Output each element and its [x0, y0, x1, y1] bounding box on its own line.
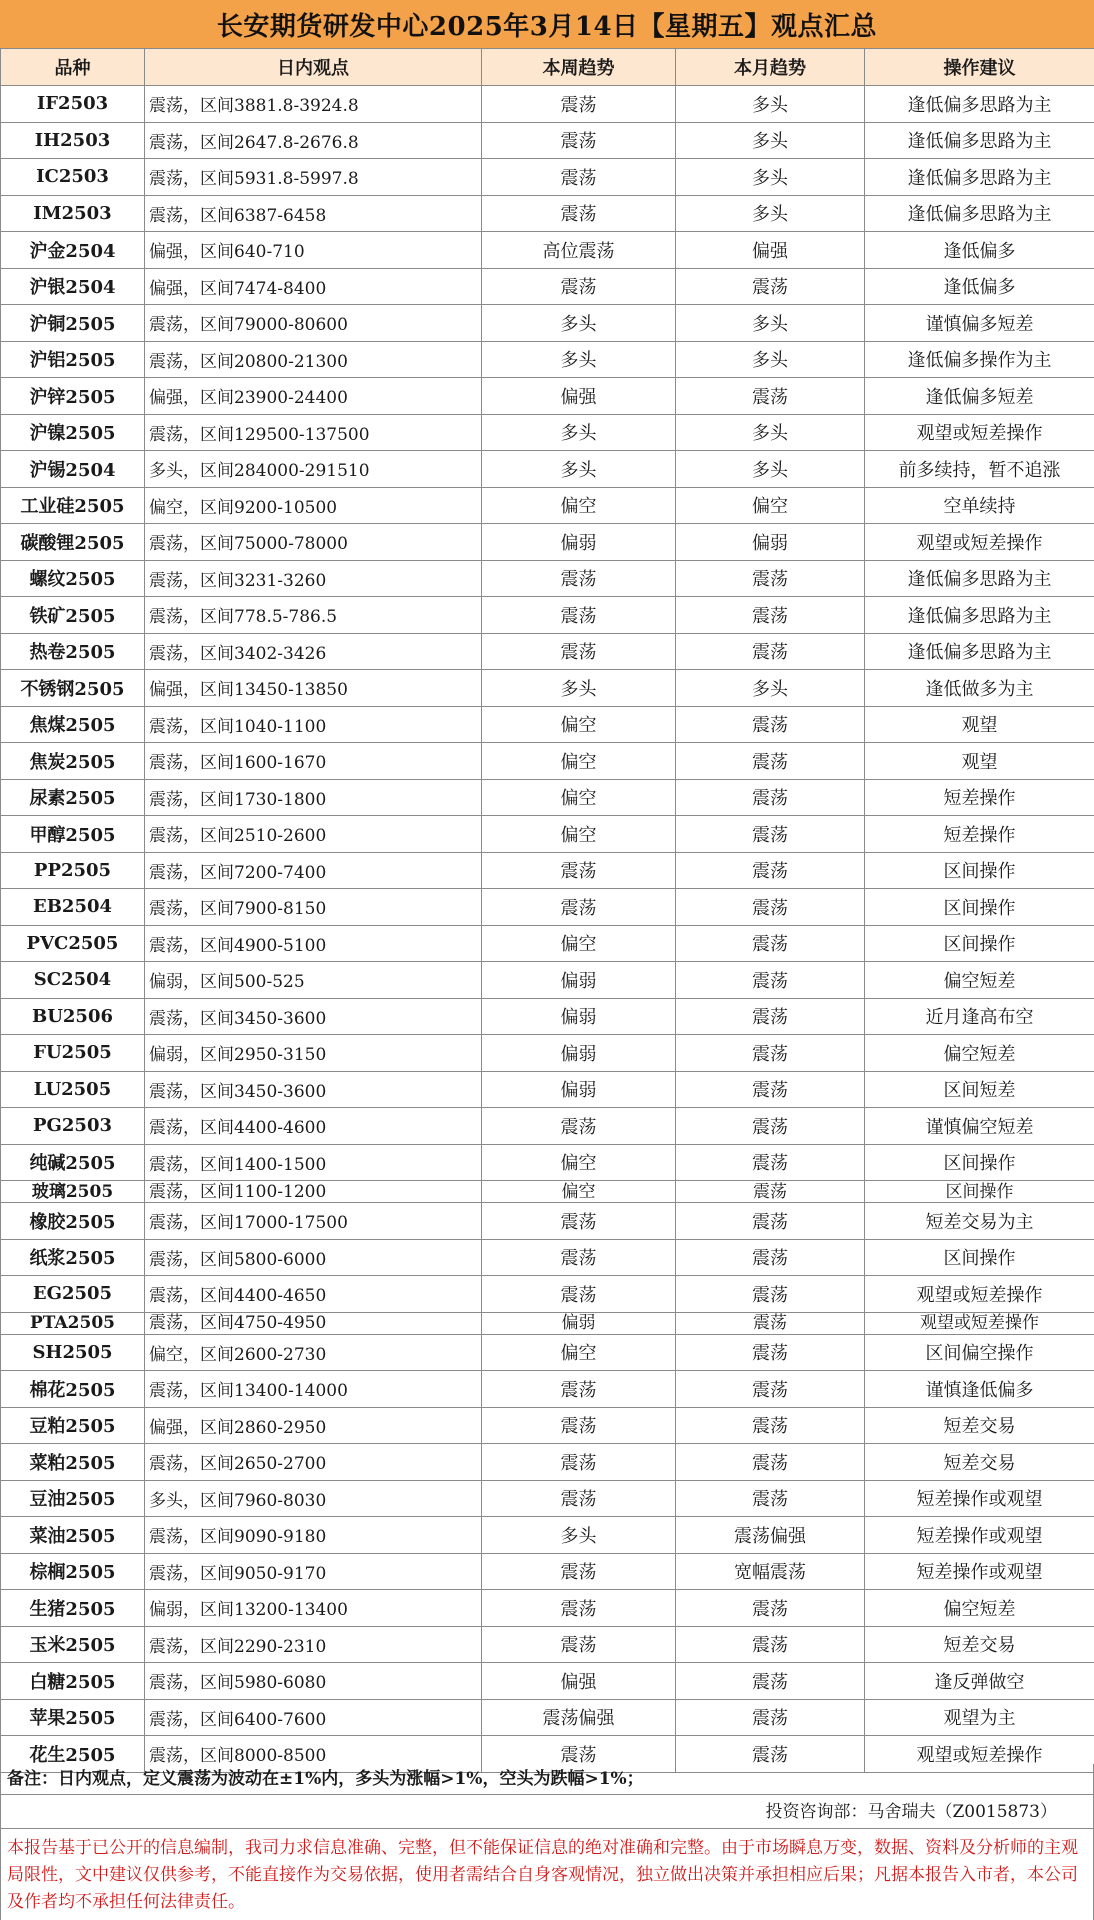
variety-cell: 豆油2505	[1, 1480, 145, 1517]
week-trend-cell: 震荡	[482, 1553, 676, 1590]
table-row	[1, 925, 1094, 962]
intraday-view-cell: 震荡，区间3450-3600	[145, 998, 482, 1035]
week-trend-cell: 震荡	[482, 1203, 676, 1240]
month-trend-cell: 震荡	[676, 1035, 865, 1072]
variety-cell: 生猪2505	[1, 1590, 145, 1627]
table-row	[1, 998, 1094, 1035]
month-trend-cell: 偏空	[676, 487, 865, 524]
intraday-view-cell: 震荡，区间1040-1100	[145, 706, 482, 743]
month-trend-cell: 震荡	[676, 1071, 865, 1108]
intraday-view-cell: 偏空，区间9200-10500	[145, 487, 482, 524]
table-row	[1, 1203, 1094, 1240]
table-row	[1, 1663, 1094, 1700]
intraday-view-cell: 震荡，区间8000-8500	[145, 1736, 482, 1773]
month-trend-cell: 震荡	[676, 1371, 865, 1408]
intraday-view-cell: 偏强，区间2860-2950	[145, 1407, 482, 1444]
week-trend-cell: 偏空	[482, 779, 676, 816]
intraday-view-cell: 震荡，区间778.5-786.5	[145, 597, 482, 634]
month-trend-cell: 震荡	[676, 1276, 865, 1313]
advice-cell: 短差交易为主	[865, 1203, 1094, 1240]
advice-cell: 短差交易	[865, 1444, 1094, 1481]
variety-cell: IM2503	[1, 195, 145, 232]
week-trend-cell: 偏空	[482, 1181, 676, 1203]
week-trend-cell: 偏弱	[482, 1071, 676, 1108]
intraday-view-cell: 震荡，区间20800-21300	[145, 341, 482, 378]
week-trend-cell: 高位震荡	[482, 232, 676, 269]
advice-cell: 区间操作	[865, 889, 1094, 926]
week-trend-cell: 震荡	[482, 1239, 676, 1276]
advice-cell: 偏空短差	[865, 1590, 1094, 1627]
table-row	[1, 852, 1094, 889]
intraday-view-cell: 偏强，区间23900-24400	[145, 378, 482, 415]
week-trend-cell: 震荡	[482, 195, 676, 232]
intraday-view-cell: 偏强，区间7474-8400	[145, 268, 482, 305]
outlook-table	[0, 48, 1094, 1773]
table-row	[1, 743, 1094, 780]
month-trend-cell: 震荡偏强	[676, 1517, 865, 1554]
month-trend-cell: 震荡	[676, 925, 865, 962]
advice-cell: 逢低偏多思路为主	[865, 159, 1094, 196]
week-trend-cell: 偏空	[482, 925, 676, 962]
table-row	[1, 1590, 1094, 1627]
variety-cell: 热卷2505	[1, 633, 145, 670]
advice-cell: 区间操作	[865, 1239, 1094, 1276]
table-row	[1, 706, 1094, 743]
week-trend-cell: 震荡	[482, 159, 676, 196]
advice-cell: 谨慎偏空短差	[865, 1108, 1094, 1145]
week-trend-cell: 偏弱	[482, 524, 676, 561]
variety-cell: 纸浆2505	[1, 1239, 145, 1276]
week-trend-cell: 多头	[482, 305, 676, 342]
month-trend-cell: 宽幅震荡	[676, 1553, 865, 1590]
intraday-view-cell: 偏弱，区间500-525	[145, 962, 482, 999]
variety-cell: 菜油2505	[1, 1517, 145, 1554]
advice-cell: 区间偏空操作	[865, 1334, 1094, 1371]
week-trend-cell: 偏强	[482, 1663, 676, 1700]
variety-cell: 焦煤2505	[1, 706, 145, 743]
variety-cell: 花生2505	[1, 1736, 145, 1773]
variety-cell: EG2505	[1, 1276, 145, 1313]
intraday-view-cell: 震荡，区间3450-3600	[145, 1071, 482, 1108]
advice-cell: 谨慎逢低偏多	[865, 1371, 1094, 1408]
table-row	[1, 378, 1094, 415]
week-trend-cell: 震荡	[482, 889, 676, 926]
week-trend-cell: 偏空	[482, 816, 676, 853]
month-trend-cell: 震荡	[676, 779, 865, 816]
advice-cell: 观望或短差操作	[865, 1276, 1094, 1313]
intraday-view-cell: 震荡，区间17000-17500	[145, 1203, 482, 1240]
variety-cell: 沪银2504	[1, 268, 145, 305]
week-trend-cell: 震荡	[482, 1626, 676, 1663]
month-trend-cell: 震荡	[676, 1312, 865, 1334]
week-trend-cell: 多头	[482, 451, 676, 488]
advice-cell: 观望或短差操作	[865, 414, 1094, 451]
variety-cell: 甲醇2505	[1, 816, 145, 853]
table-row	[1, 487, 1094, 524]
week-trend-cell: 偏空	[482, 487, 676, 524]
advice-cell: 短差操作	[865, 816, 1094, 853]
variety-cell: 玉米2505	[1, 1626, 145, 1663]
month-trend-cell: 震荡	[676, 1334, 865, 1371]
variety-cell: SC2504	[1, 962, 145, 999]
variety-cell: FU2505	[1, 1035, 145, 1072]
month-trend-cell: 震荡	[676, 706, 865, 743]
variety-cell: 焦炭2505	[1, 743, 145, 780]
advice-cell: 逢低偏多思路为主	[865, 195, 1094, 232]
intraday-view-cell: 震荡，区间3231-3260	[145, 560, 482, 597]
intraday-view-cell: 震荡，区间4400-4650	[145, 1276, 482, 1313]
advice-cell: 区间操作	[865, 925, 1094, 962]
variety-cell: IH2503	[1, 122, 145, 159]
month-trend-cell: 震荡	[676, 1736, 865, 1773]
advice-cell: 逢低偏多思路为主	[865, 560, 1094, 597]
month-trend-cell: 震荡	[676, 889, 865, 926]
variety-cell: 白糖2505	[1, 1663, 145, 1700]
intraday-view-cell: 震荡，区间3881.8-3924.8	[145, 86, 482, 123]
advice-cell: 逢低偏多思路为主	[865, 597, 1094, 634]
intraday-view-cell: 震荡，区间9090-9180	[145, 1517, 482, 1554]
advice-cell: 偏空短差	[865, 962, 1094, 999]
intraday-view-cell: 震荡，区间5931.8-5997.8	[145, 159, 482, 196]
month-trend-cell: 多头	[676, 122, 865, 159]
header-month-trend: 本月趋势	[676, 49, 865, 86]
table-row	[1, 597, 1094, 634]
advice-cell: 逢低偏多思路为主	[865, 86, 1094, 123]
advice-cell: 区间操作	[865, 852, 1094, 889]
advice-cell: 观望或短差操作	[865, 1312, 1094, 1334]
table-row	[1, 1108, 1094, 1145]
intraday-view-cell: 震荡，区间6400-7600	[145, 1699, 482, 1736]
month-trend-cell: 多头	[676, 159, 865, 196]
month-trend-cell: 震荡	[676, 1663, 865, 1700]
week-trend-cell: 震荡	[482, 852, 676, 889]
month-trend-cell: 震荡	[676, 1144, 865, 1181]
week-trend-cell: 偏空	[482, 1334, 676, 1371]
intraday-view-cell: 震荡，区间1100-1200	[145, 1181, 482, 1203]
advice-cell: 观望为主	[865, 1699, 1094, 1736]
week-trend-cell: 震荡	[482, 1444, 676, 1481]
intraday-view-cell: 震荡，区间2290-2310	[145, 1626, 482, 1663]
month-trend-cell: 多头	[676, 414, 865, 451]
table-row	[1, 1626, 1094, 1663]
variety-cell: 沪锡2504	[1, 451, 145, 488]
table-row	[1, 816, 1094, 853]
intraday-view-cell: 震荡，区间129500-137500	[145, 414, 482, 451]
intraday-view-cell: 震荡，区间2647.8-2676.8	[145, 122, 482, 159]
intraday-view-cell: 偏弱，区间2950-3150	[145, 1035, 482, 1072]
intraday-view-cell: 震荡，区间79000-80600	[145, 305, 482, 342]
intraday-view-cell: 震荡，区间4750-4950	[145, 1312, 482, 1334]
variety-cell: PTA2505	[1, 1312, 145, 1334]
variety-cell: 沪铜2505	[1, 305, 145, 342]
table-row	[1, 232, 1094, 269]
week-trend-cell: 偏弱	[482, 1035, 676, 1072]
week-trend-cell: 震荡	[482, 1108, 676, 1145]
advice-cell: 短差交易	[865, 1626, 1094, 1663]
intraday-view-cell: 震荡，区间1600-1670	[145, 743, 482, 780]
disclaimer-text: 本报告基于已公开的信息编制，我司力求信息准确、完整，但不能保证信息的绝对准确和完整。由于市场瞬息万变，数据、资料及分析师的主观局限性，文中建议仅供参考，不能直接作为交易依据，使用者需结合自身客观情况，独立做出决策并承担相应后果；凡据本报告入市者，本公司及作者均不承担任何法律责任。	[0, 1829, 1094, 1920]
advice-cell: 前多续持，暂不追涨	[865, 451, 1094, 488]
table-row	[1, 159, 1094, 196]
table-row	[1, 268, 1094, 305]
table-row	[1, 633, 1094, 670]
variety-cell: PG2503	[1, 1108, 145, 1145]
variety-cell: 棉花2505	[1, 1371, 145, 1408]
intraday-view-cell: 偏强，区间640-710	[145, 232, 482, 269]
header-advice: 操作建议	[865, 49, 1094, 86]
variety-cell: SH2505	[1, 1334, 145, 1371]
variety-cell: EB2504	[1, 889, 145, 926]
month-trend-cell: 多头	[676, 195, 865, 232]
table-row	[1, 1444, 1094, 1481]
intraday-view-cell: 偏强，区间13450-13850	[145, 670, 482, 707]
intraday-view-cell: 偏空，区间2600-2730	[145, 1334, 482, 1371]
variety-cell: 橡胶2505	[1, 1203, 145, 1240]
advice-cell: 偏空短差	[865, 1035, 1094, 1072]
variety-cell: 菜粕2505	[1, 1444, 145, 1481]
intraday-view-cell: 震荡，区间3402-3426	[145, 633, 482, 670]
variety-cell: 铁矿2505	[1, 597, 145, 634]
month-trend-cell: 多头	[676, 305, 865, 342]
table-row	[1, 1239, 1094, 1276]
table-row	[1, 1553, 1094, 1590]
week-trend-cell: 震荡	[482, 1736, 676, 1773]
table-header-row	[1, 49, 1094, 86]
month-trend-cell: 震荡	[676, 1626, 865, 1663]
variety-cell: 碳酸锂2505	[1, 524, 145, 561]
week-trend-cell: 偏空	[482, 706, 676, 743]
intraday-view-cell: 震荡，区间6387-6458	[145, 195, 482, 232]
month-trend-cell: 多头	[676, 451, 865, 488]
table-row	[1, 414, 1094, 451]
intraday-view-cell: 震荡，区间1730-1800	[145, 779, 482, 816]
intraday-view-cell: 震荡，区间2510-2600	[145, 816, 482, 853]
table-row	[1, 560, 1094, 597]
month-trend-cell: 震荡	[676, 1407, 865, 1444]
month-trend-cell: 震荡	[676, 633, 865, 670]
table-row	[1, 889, 1094, 926]
variety-cell: 沪锌2505	[1, 378, 145, 415]
advice-cell: 逢低偏多思路为主	[865, 633, 1094, 670]
variety-cell: 纯碱2505	[1, 1144, 145, 1181]
month-trend-cell: 震荡	[676, 998, 865, 1035]
month-trend-cell: 震荡	[676, 1590, 865, 1627]
variety-cell: IC2503	[1, 159, 145, 196]
table-row	[1, 524, 1094, 561]
week-trend-cell: 偏弱	[482, 1312, 676, 1334]
table-footnote: 备注：日内观点，定义震荡为波动在±1%内，多头为涨幅>1%，空头为跌幅>1%；	[0, 1764, 1094, 1795]
contact-line: 投资咨询部：马舍瑞夫（Z0015873）	[0, 1795, 1094, 1829]
variety-cell: IF2503	[1, 86, 145, 123]
table-row	[1, 1181, 1094, 1203]
advice-cell: 逢低偏多操作为主	[865, 341, 1094, 378]
table-row	[1, 670, 1094, 707]
week-trend-cell: 震荡	[482, 560, 676, 597]
table-row	[1, 1371, 1094, 1408]
header-intraday: 日内观点	[145, 49, 482, 86]
month-trend-cell: 震荡	[676, 1108, 865, 1145]
advice-cell: 区间短差	[865, 1071, 1094, 1108]
week-trend-cell: 震荡	[482, 633, 676, 670]
variety-cell: PP2505	[1, 852, 145, 889]
week-trend-cell: 震荡	[482, 1590, 676, 1627]
table-row	[1, 451, 1094, 488]
month-trend-cell: 震荡	[676, 1239, 865, 1276]
intraday-view-cell: 震荡，区间7200-7400	[145, 852, 482, 889]
table-row	[1, 305, 1094, 342]
week-trend-cell: 偏弱	[482, 962, 676, 999]
advice-cell: 逢低偏多短差	[865, 378, 1094, 415]
month-trend-cell: 震荡	[676, 378, 865, 415]
table-row	[1, 1071, 1094, 1108]
intraday-view-cell: 震荡，区间9050-9170	[145, 1553, 482, 1590]
variety-cell: BU2506	[1, 998, 145, 1035]
week-trend-cell: 震荡	[482, 1480, 676, 1517]
month-trend-cell: 震荡	[676, 1444, 865, 1481]
week-trend-cell: 偏强	[482, 378, 676, 415]
week-trend-cell: 震荡	[482, 1371, 676, 1408]
week-trend-cell: 震荡	[482, 597, 676, 634]
week-trend-cell: 震荡	[482, 122, 676, 159]
table-row	[1, 86, 1094, 123]
advice-cell: 短差操作或观望	[865, 1480, 1094, 1517]
table-row	[1, 341, 1094, 378]
table-row	[1, 122, 1094, 159]
intraday-view-cell: 偏弱，区间13200-13400	[145, 1590, 482, 1627]
advice-cell: 短差交易	[865, 1407, 1094, 1444]
advice-cell: 观望	[865, 743, 1094, 780]
advice-cell: 逢反弹做空	[865, 1663, 1094, 1700]
table-row	[1, 1312, 1094, 1334]
variety-cell: 沪金2504	[1, 232, 145, 269]
table-row	[1, 195, 1094, 232]
month-trend-cell: 震荡	[676, 852, 865, 889]
report-title: 长安期货研发中心2025年3月14日【星期五】观点汇总	[0, 0, 1094, 49]
intraday-view-cell: 多头，区间284000-291510	[145, 451, 482, 488]
intraday-view-cell: 多头，区间7960-8030	[145, 1480, 482, 1517]
intraday-view-cell: 震荡，区间1400-1500	[145, 1144, 482, 1181]
advice-cell: 区间操作	[865, 1181, 1094, 1203]
week-trend-cell: 偏空	[482, 743, 676, 780]
week-trend-cell: 多头	[482, 670, 676, 707]
variety-cell: 棕榈2505	[1, 1553, 145, 1590]
month-trend-cell: 震荡	[676, 816, 865, 853]
week-trend-cell: 震荡偏强	[482, 1699, 676, 1736]
month-trend-cell: 震荡	[676, 1203, 865, 1240]
week-trend-cell: 震荡	[482, 268, 676, 305]
intraday-view-cell: 震荡，区间5980-6080	[145, 1663, 482, 1700]
table-row	[1, 1699, 1094, 1736]
advice-cell: 观望或短差操作	[865, 524, 1094, 561]
variety-cell: 沪铝2505	[1, 341, 145, 378]
table-row	[1, 1035, 1094, 1072]
month-trend-cell: 偏弱	[676, 524, 865, 561]
month-trend-cell: 多头	[676, 86, 865, 123]
month-trend-cell: 震荡	[676, 597, 865, 634]
table-row	[1, 1276, 1094, 1313]
intraday-view-cell: 震荡，区间75000-78000	[145, 524, 482, 561]
month-trend-cell: 震荡	[676, 1699, 865, 1736]
variety-cell: 尿素2505	[1, 779, 145, 816]
advice-cell: 逢低偏多	[865, 268, 1094, 305]
advice-cell: 区间操作	[865, 1144, 1094, 1181]
table-row	[1, 1144, 1094, 1181]
table-row	[1, 1334, 1094, 1371]
variety-cell: 沪镍2505	[1, 414, 145, 451]
variety-cell: 苹果2505	[1, 1699, 145, 1736]
header-variety: 品种	[1, 49, 145, 86]
month-trend-cell: 震荡	[676, 743, 865, 780]
intraday-view-cell: 震荡，区间2650-2700	[145, 1444, 482, 1481]
advice-cell: 观望	[865, 706, 1094, 743]
header-week-trend: 本周趋势	[482, 49, 676, 86]
advice-cell: 近月逢高布空	[865, 998, 1094, 1035]
month-trend-cell: 震荡	[676, 268, 865, 305]
table-row	[1, 1480, 1094, 1517]
month-trend-cell: 震荡	[676, 1181, 865, 1203]
week-trend-cell: 多头	[482, 414, 676, 451]
week-trend-cell: 偏空	[482, 1144, 676, 1181]
advice-cell: 谨慎偏多短差	[865, 305, 1094, 342]
advice-cell: 逢低做多为主	[865, 670, 1094, 707]
variety-cell: 玻璃2505	[1, 1181, 145, 1203]
advice-cell: 短差操作或观望	[865, 1517, 1094, 1554]
intraday-view-cell: 震荡，区间5800-6000	[145, 1239, 482, 1276]
intraday-view-cell: 震荡，区间13400-14000	[145, 1371, 482, 1408]
variety-cell: 螺纹2505	[1, 560, 145, 597]
variety-cell: 工业硅2505	[1, 487, 145, 524]
advice-cell: 短差操作或观望	[865, 1553, 1094, 1590]
table-row	[1, 1407, 1094, 1444]
week-trend-cell: 震荡	[482, 1276, 676, 1313]
variety-cell: LU2505	[1, 1071, 145, 1108]
week-trend-cell: 多头	[482, 1517, 676, 1554]
variety-cell: 豆粕2505	[1, 1407, 145, 1444]
intraday-view-cell: 震荡，区间7900-8150	[145, 889, 482, 926]
table-body	[1, 86, 1094, 1773]
week-trend-cell: 震荡	[482, 1407, 676, 1444]
advice-cell: 逢低偏多思路为主	[865, 122, 1094, 159]
week-trend-cell: 多头	[482, 341, 676, 378]
week-trend-cell: 震荡	[482, 86, 676, 123]
month-trend-cell: 震荡	[676, 962, 865, 999]
table-row	[1, 779, 1094, 816]
intraday-view-cell: 震荡，区间4900-5100	[145, 925, 482, 962]
table-row	[1, 1517, 1094, 1554]
table-row	[1, 962, 1094, 999]
variety-cell: 不锈钢2505	[1, 670, 145, 707]
advice-cell: 逢低偏多	[865, 232, 1094, 269]
week-trend-cell: 偏弱	[482, 998, 676, 1035]
month-trend-cell: 多头	[676, 670, 865, 707]
month-trend-cell: 震荡	[676, 560, 865, 597]
advice-cell: 短差操作	[865, 779, 1094, 816]
advice-cell: 观望或短差操作	[865, 1736, 1094, 1773]
intraday-view-cell: 震荡，区间4400-4600	[145, 1108, 482, 1145]
month-trend-cell: 多头	[676, 341, 865, 378]
advice-cell: 空单续持	[865, 487, 1094, 524]
month-trend-cell: 偏强	[676, 232, 865, 269]
month-trend-cell: 震荡	[676, 1480, 865, 1517]
variety-cell: PVC2505	[1, 925, 145, 962]
